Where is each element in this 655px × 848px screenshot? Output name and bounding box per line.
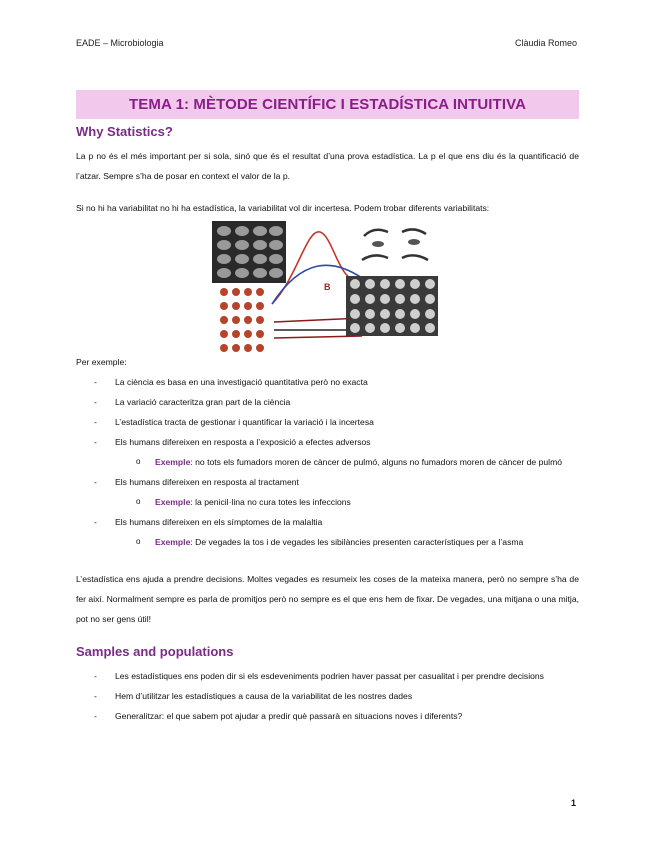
example-text: : De vegades la tos i de vegades les sibilàncies presenten característiques per a l’asma <box>190 537 524 547</box>
header-author: Clàudia Romeo <box>514 38 577 48</box>
list-item: - Els humans difereixen en resposta al tractament <box>94 472 579 492</box>
shells-image <box>220 288 264 352</box>
list-item: - La ciència es basa en una investigació quantitativa però no exacta <box>94 372 579 392</box>
example-label: Exemple <box>155 497 191 507</box>
faces-image <box>346 276 438 336</box>
example-text: : no tots els fumadors moren de càncer de pulmó, alguns no fumadors moren de càncer de pulmó <box>190 457 563 467</box>
header-course: EADE – Microbiologia <box>76 38 164 48</box>
figure-label-b: B <box>324 282 331 292</box>
paragraph-p-value: La p no és el més important per si sola, sinó que és el resultat d’una prova estadística. La p el que ens diu és la quantificació de l’atzar. Sempre s’ha de posar en context el valor de la p. <box>76 151 579 181</box>
page-header <box>76 38 577 48</box>
list-item: - Els humans difereixen en els símptomes de la malaltia <box>94 512 579 532</box>
paragraph-variability: Si no hi ha variabilitat no hi ha estadística, la variabilitat vol dir incertesa. Podem trobar diferents variabilitats: <box>76 203 490 213</box>
list-item: - Els humans difereixen en resposta a l’exposició a efectes adversos <box>94 432 579 452</box>
page-number: 1 <box>571 798 577 808</box>
title-banner <box>76 90 579 119</box>
section-heading-why-statistics: Why Statistics? <box>76 124 173 139</box>
per-exemple-label: Per exemple: <box>76 357 127 367</box>
page-title: TEMA 1: MÈTODE CIENTÍFIC I ESTADÍSTICA INTUITIVA <box>128 96 527 113</box>
paragraph-decisions: L’estadística ens ajuda a prendre decisions. Moltes vegades es resumeix les coses de la mateixa manera, però no sempre s’ha de fer així. Normalment sempre es parla de promitjos però no sempre es el que ens hem de fixar. De vegades, una mitjana o una mitja, pot no ser gens útil! <box>76 574 579 624</box>
variability-figure <box>212 218 438 354</box>
list-item: - Les estadístiques ens poden dir si els esdeveniments podrien haver passat per casualitat i per prendre decisions <box>94 666 579 686</box>
list-item: - La variació caracteritza gran part de la ciència <box>94 392 579 412</box>
list-item: - Hem d’utilitzar les estadístiques a causa de la variabilitat de les nostres dades <box>94 686 579 706</box>
example-text: : la penicil·lina no cura totes les infeccions <box>190 497 351 507</box>
sub-list-item <box>94 492 579 512</box>
eyebrow-sketches-image <box>362 229 428 260</box>
section-heading-samples-populations: Samples and populations <box>76 644 234 659</box>
sub-list-item <box>94 452 579 472</box>
list-item: - L’estadística tracta de gestionar i quantificar la variació i la incertesa <box>94 412 579 432</box>
variability-illustration <box>212 218 438 354</box>
samples-list <box>94 666 579 726</box>
example-label: Exemple <box>155 457 191 467</box>
sub-list-item <box>94 532 579 552</box>
example-label: Exemple <box>155 537 191 547</box>
list-item: - Generalitzar: el que sabem pot ajudar a predir què passarà en situacions noves i diferents? <box>94 706 579 726</box>
variability-examples-list <box>94 372 579 552</box>
